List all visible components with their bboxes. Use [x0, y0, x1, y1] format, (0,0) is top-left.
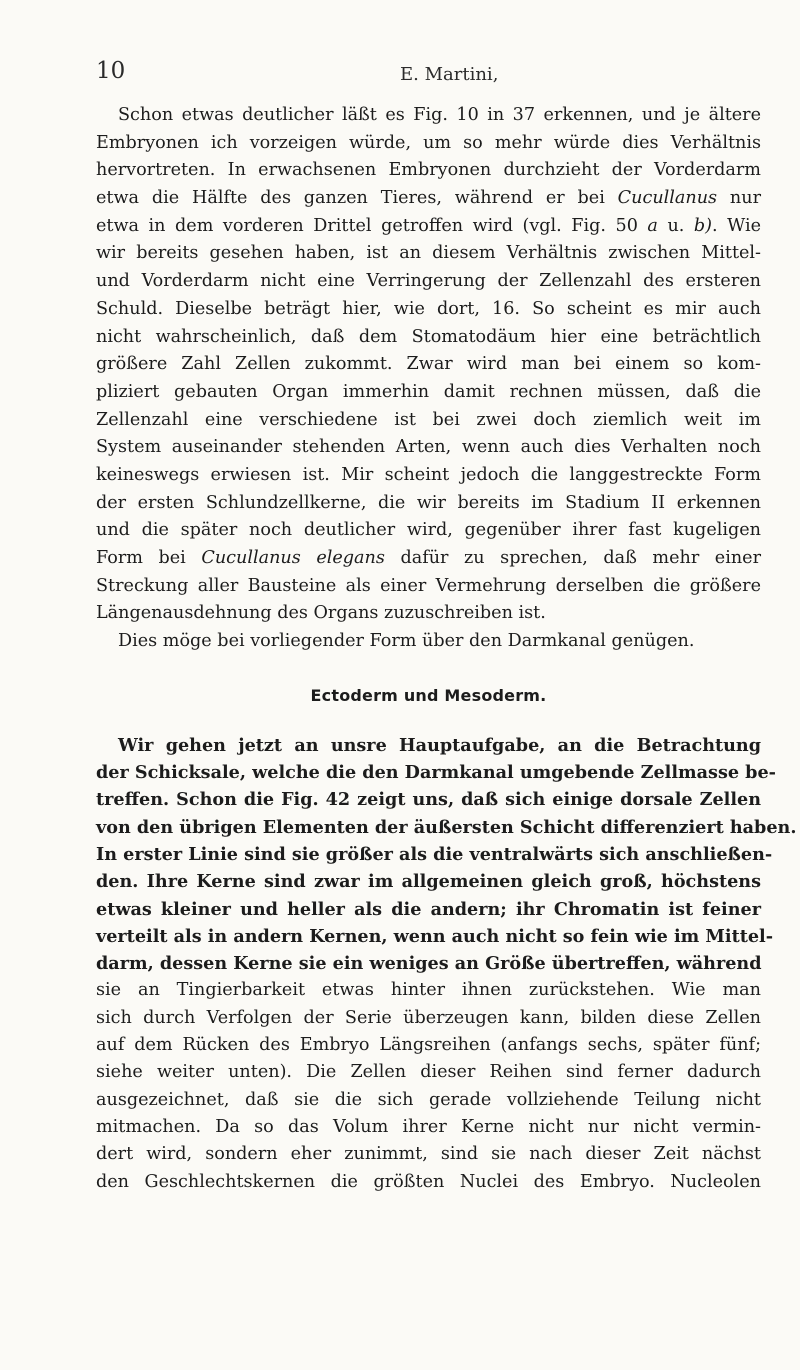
text-line: sie an Tingierbarkeit etwas hinter ihnen zurückstehen. Wie man — [96, 980, 761, 1001]
text-line: siehe weiter unten). Die Zellen dieser Reihen sind ferner dadurch — [96, 1062, 761, 1083]
text-line: Schon etwas deutlicher läßt es Fig. 10 in 37 erkennen, und je ältere — [118, 105, 761, 125]
text-line: Zellenzahl eine verschiedene ist bei zwei doch ziemlich weit im — [96, 409, 761, 430]
body-text — [96, 102, 797, 1196]
text-line: keineswegs erwiesen ist. Mir scheint jedoch die langgestreckte Form — [96, 464, 761, 485]
text-line: von den übrigen Elementen der äußersten Schicht differenziert haben. — [96, 816, 797, 838]
text-line: treffen. Schon die Fig. 42 zeigt uns, daß sich einige dorsale Zellen — [96, 789, 761, 811]
page-number: 10 — [96, 58, 126, 84]
paragraph-conclusion — [96, 628, 761, 656]
text-line: den Geschlechtskernen die größten Nuclei des Embryo. Nucleolen — [96, 1171, 761, 1192]
text-line: Dies möge bei vorliegender Form über den Darmkanal genügen. — [118, 631, 695, 652]
text-line: der ersten Schlundzellkerne, die wir bereits im Stadium II erkennen — [96, 492, 761, 513]
text-line: dert wird, sondern eher zunimmt, sind sie nach dieser Zeit nächst — [96, 1144, 761, 1165]
text-line: Form bei Cucullanus elegans dafür zu sprechen, daß mehr einer — [96, 548, 761, 568]
text-line: Wir gehen jetzt an unsre Hauptaufgabe, an die Betrachtung — [118, 734, 761, 756]
text-line: der Schicksale, welche die den Darmkanal umgebende Zellmasse be- — [96, 762, 776, 784]
text-line: etwas kleiner und heller als die andern; ihr Chromatin ist feiner — [96, 898, 761, 920]
text-line: pliziert gebauten Organ immerhin damit rechnen müssen, daß die — [96, 381, 761, 402]
text-line: den. Ihre Kerne sind zwar im allgemeinen gleich groß, höchstens — [96, 871, 761, 893]
text-line: auf dem Rücken des Embryo Längsreihen (anfangs sechs, später fünf; — [96, 1035, 761, 1056]
text-line: sich durch Verfolgen der Serie überzeugen kann, bilden diese Zellen — [96, 1007, 761, 1028]
text-line: System auseinander stehenden Arten, wenn auch dies Verhalten noch — [96, 437, 761, 458]
text-line: nicht wahrscheinlich, daß dem Stomatodäum hier eine beträchtlich — [96, 326, 761, 347]
text-line: Embryonen ich vorzeigen würde, um so mehr würde dies Verhältnis — [96, 132, 761, 153]
page-header — [96, 58, 761, 88]
text-line: ausgezeichnet, daß sie die sich gerade vollziehende Teilung nicht — [96, 1089, 761, 1110]
text-line: etwa in dem vorderen Drittel getroffen wird (vgl. Fig. 50 a u. b). Wie — [96, 215, 761, 236]
text-line: Streckung aller Bausteine als einer Vermehrung derselben die größere — [96, 575, 761, 596]
text-line: hervortreten. In erwachsenen Embryonen durchzieht der Vorderdarm — [96, 160, 761, 181]
paragraph-darmkanal — [96, 102, 761, 628]
text-line: Längenausdehnung des Organs zuzuschreiben ist. — [96, 603, 546, 624]
text-line: größere Zahl Zellen zukommt. Zwar wird man bei einem so kom- — [96, 354, 761, 375]
text-line: darm, dessen Kerne sie ein weniges an Größe übertreffen, während — [96, 953, 762, 975]
section-heading: Ectoderm und Mesoderm. — [310, 685, 547, 705]
running-head: E. Martini, — [400, 64, 499, 85]
text-line: Schuld. Dieselbe beträgt hier, wie dort, 16. So scheint es mir auch — [96, 298, 761, 319]
text-line: verteilt als in andern Kernen, wenn auch nicht so fein wie im Mittel- — [96, 925, 773, 947]
text-line: wir bereits gesehen haben, ist an diesem Verhältnis zwischen Mittel- — [96, 243, 761, 264]
text-line: und die später noch deutlicher wird, gegenüber ihrer fast kugeligen — [96, 520, 761, 541]
text-line: etwa die Hälfte des ganzen Tieres, während er bei Cucullanus nur — [96, 188, 761, 209]
text-line: und Vorderdarm nicht eine Verringerung der Zellenzahl des ersteren — [96, 271, 761, 292]
text-line: mitmachen. Da so das Volum ihrer Kerne nicht nur nicht vermin- — [96, 1116, 761, 1137]
text-line: In erster Linie sind sie größer als die ventralwärts sich anschließen- — [96, 843, 773, 865]
paragraph-ectoderm — [96, 732, 797, 1196]
